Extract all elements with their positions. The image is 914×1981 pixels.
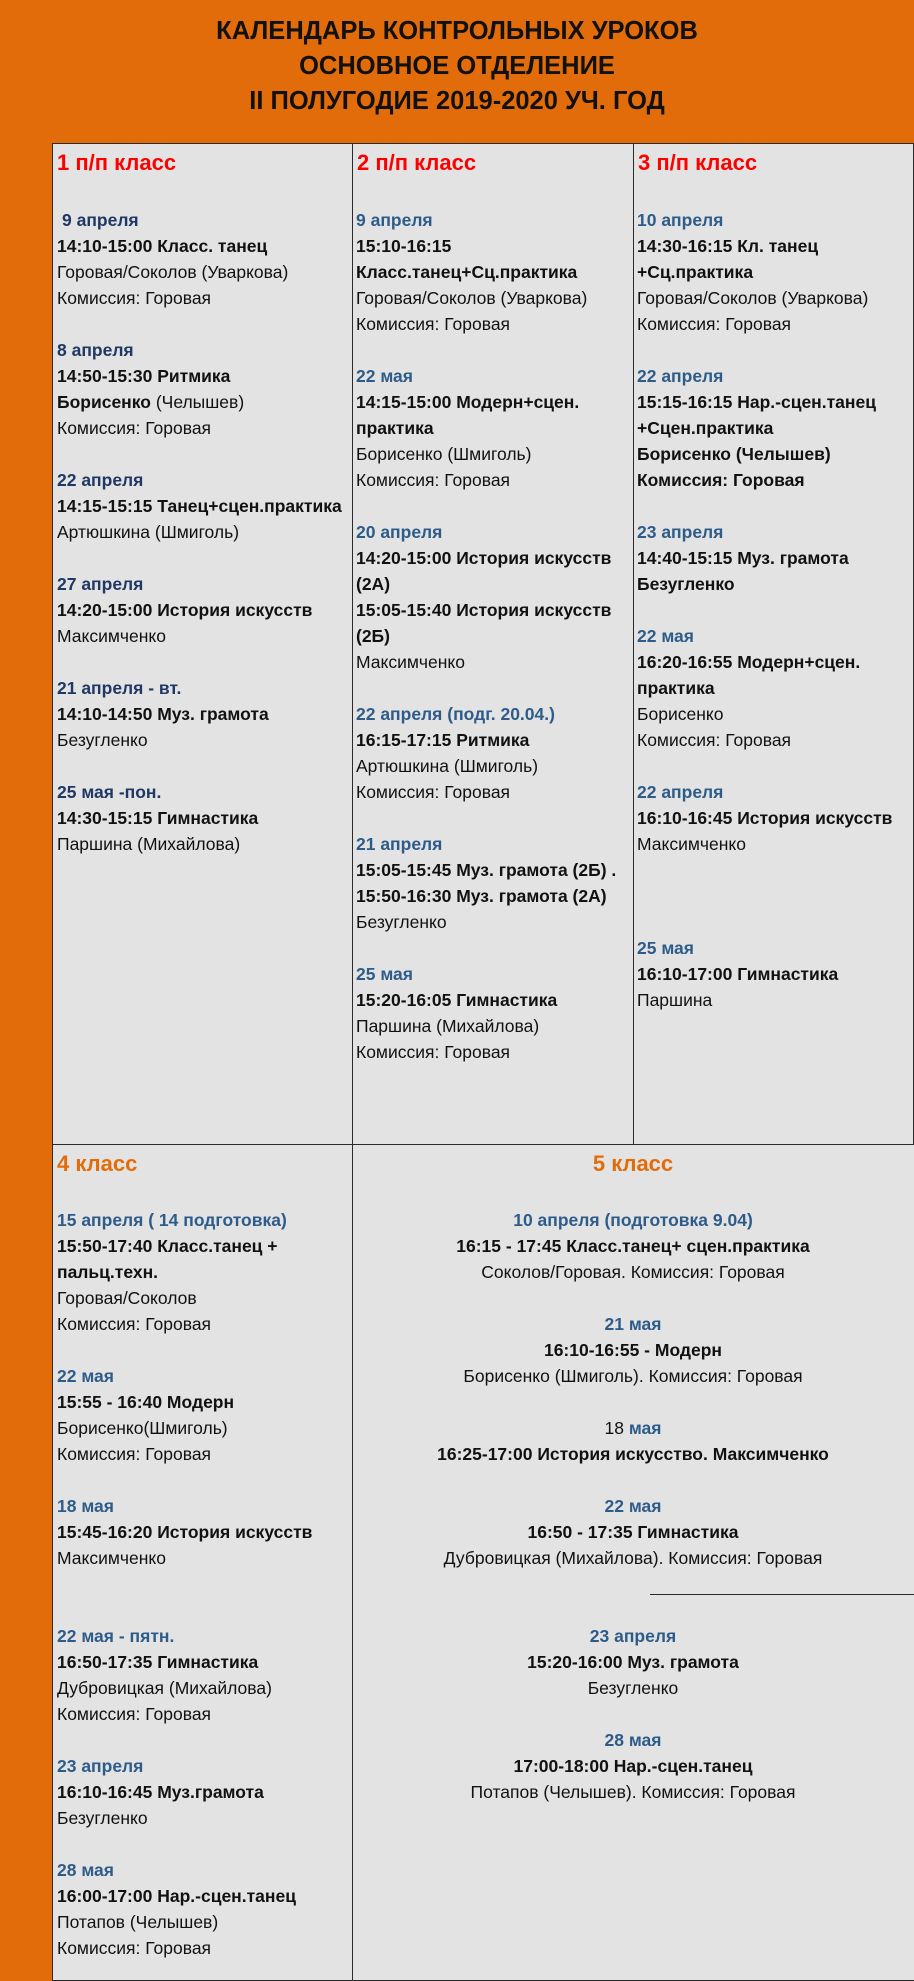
entry-time-subject: 15:45-16:20 История искусств bbox=[57, 1522, 313, 1542]
entry-date: 23 апреля bbox=[637, 522, 724, 542]
header-bar bbox=[0, 0, 914, 143]
entry-teacher: Максимченко bbox=[637, 834, 747, 854]
entry-time-subject: 17:00-18:00 Нар.-сцен.танец bbox=[513, 1756, 753, 1776]
entry-teacher: Борисенко bbox=[637, 704, 724, 724]
entry-time-subject: 16:50-17:35 Гимнастика bbox=[57, 1652, 259, 1672]
entry-teacher: Горовая/Соколов bbox=[57, 1288, 197, 1308]
entry-group: (2А) bbox=[356, 574, 391, 594]
list-item bbox=[57, 1207, 287, 1337]
entry-subject-cont: пальц.техн. bbox=[57, 1262, 159, 1282]
page-title bbox=[0, 14, 914, 119]
entry-date: 28 мая bbox=[604, 1730, 662, 1750]
entry-teacher: Паршина bbox=[637, 990, 713, 1010]
col-title-class-1: 1 п/п класс bbox=[57, 150, 177, 175]
list-item bbox=[637, 779, 892, 857]
entry-teacher bbox=[57, 389, 244, 415]
list-item bbox=[57, 467, 342, 545]
entry-date: 22 мая bbox=[57, 1366, 114, 1386]
entry-teacher: Безугленко bbox=[356, 912, 447, 932]
list-item bbox=[57, 1753, 264, 1831]
entry-commission: Комиссия: Горовая bbox=[57, 288, 212, 308]
entry-subject-cont: +Сц.практика bbox=[637, 262, 754, 282]
entry-commission: Комиссия: Горовая bbox=[57, 1704, 212, 1724]
list-item bbox=[57, 337, 244, 441]
entry-commission: Комиссия: Горовая bbox=[356, 782, 511, 802]
entry-teacher: Максимченко bbox=[57, 1548, 167, 1568]
entry-time-subject: 14:15-15:15 Танец+сцен.практика bbox=[57, 496, 342, 516]
list-item bbox=[57, 675, 269, 753]
list-item bbox=[356, 207, 587, 337]
entry-time-subject: 16:15 - 17:45 Класс.танец+ сцен.практика bbox=[456, 1236, 810, 1256]
entry-time-subject: 14:10-15:00 Класс. танец bbox=[57, 236, 268, 256]
entry-time: 15:10-16:15 bbox=[356, 236, 452, 256]
list-item bbox=[637, 363, 876, 493]
entry-date: 21 апреля - вт. bbox=[57, 678, 182, 698]
entry-commission: Комиссия: Горовая bbox=[637, 470, 805, 490]
entry-time-subject: 15:15-16:15 Нар.-сцен.танец bbox=[637, 392, 876, 412]
title-line-2: ОСНОВНОЕ ОТДЕЛЕНИЕ bbox=[299, 52, 615, 80]
entry-teacher: Артюшкина (Шмиголь) bbox=[356, 756, 539, 776]
class-5-separator bbox=[650, 1594, 914, 1595]
entry-date: 8 апреля bbox=[57, 340, 134, 360]
list-item bbox=[352, 1415, 914, 1467]
entry-date: 10 апреля (подготовка 9.04) bbox=[513, 1210, 753, 1230]
entry-teacher: Дубровицкая (Михайлова) bbox=[57, 1678, 272, 1698]
entry-time-subject: 14:30-16:15 Кл. танец bbox=[637, 236, 819, 256]
entry-commission: Комиссия: Горовая bbox=[57, 418, 212, 438]
entry-teacher: Горовая/Соколов (Уваркова) bbox=[356, 288, 588, 308]
entry-teacher: Максимченко bbox=[356, 652, 466, 672]
entry-date: 25 мая bbox=[356, 964, 413, 984]
entry-commission: Комиссия: Горовая bbox=[356, 314, 511, 334]
entry-teacher: Безугленко bbox=[637, 574, 735, 594]
entry-time-subject: 14:30-15:15 Гимнастика bbox=[57, 808, 259, 828]
entry-date: 10 апреля bbox=[637, 210, 724, 230]
list-item bbox=[352, 1207, 914, 1285]
entry-teacher: Горовая/Соколов (Уваркова) bbox=[57, 262, 289, 282]
title-line-3: II ПОЛУГОДИЕ 2019-2020 УЧ. ГОД bbox=[249, 87, 665, 115]
list-item bbox=[637, 519, 849, 597]
entry-teacher-commission: Потапов (Челышев). Комиссия: Горовая bbox=[470, 1782, 796, 1802]
entry-teacher-commission: Борисенко (Шмиголь). Комиссия: Горовая bbox=[463, 1366, 803, 1386]
list-item bbox=[637, 623, 860, 753]
entry-teacher: Борисенко (Шмиголь) bbox=[356, 444, 532, 464]
list-item bbox=[356, 701, 555, 805]
list-item bbox=[356, 831, 616, 935]
list-item bbox=[352, 1493, 914, 1571]
entry-commission: Комиссия: Горовая bbox=[637, 314, 792, 334]
entry-time-subject: 16:25-17:00 История искусство. Максимченко bbox=[437, 1444, 829, 1464]
entry-commission: Комиссия: Горовая bbox=[356, 1042, 511, 1062]
list-item bbox=[356, 363, 579, 493]
entry-time-subject: 16:20-16:55 Модерн+сцен. bbox=[637, 652, 861, 672]
entry-date: 22 апреля bbox=[637, 366, 724, 386]
entry-date: 9 апреля bbox=[62, 210, 139, 230]
entry-date: 22 апреля (подг. 20.04.) bbox=[356, 704, 555, 724]
entry-subject: Класс.танец+Сц.практика bbox=[356, 262, 578, 282]
list-item bbox=[57, 1363, 234, 1467]
entry-time-subject: 14:20-15:00 История искусств bbox=[57, 600, 313, 620]
entry-date-day: 18 bbox=[604, 1418, 624, 1438]
entry-commission: Комиссия: Горовая bbox=[637, 730, 792, 750]
entry-date: 22 мая bbox=[604, 1496, 662, 1516]
entry-date: 21 апреля bbox=[356, 834, 443, 854]
entry-time-subject: 15:50-17:40 Класс.танец + bbox=[57, 1236, 278, 1256]
entry-teacher-accomp: (Челышев) bbox=[150, 392, 245, 412]
entry-time-subject: 16:10-16:55 - Модерн bbox=[543, 1340, 723, 1360]
list-item bbox=[352, 1623, 914, 1701]
title-line-1: КАЛЕНДАРЬ КОНТРОЛЬНЫХ УРОКОВ bbox=[216, 17, 698, 45]
entry-time-subject: 16:10-17:00 Гимнастика bbox=[637, 964, 839, 984]
entry-time-subject: 14:40-15:15 Муз. грамота bbox=[637, 548, 849, 568]
entry-date: 25 мая -пон. bbox=[57, 782, 162, 802]
entry-subject-cont: практика bbox=[356, 418, 434, 438]
entry-date bbox=[352, 1415, 914, 1441]
entry-date: 9 апреля bbox=[356, 210, 433, 230]
entry-teacher-commission: Соколов/Горовая. Комиссия: Горовая bbox=[481, 1262, 785, 1282]
list-item bbox=[352, 1727, 914, 1805]
entry-date: 23 апреля bbox=[57, 1756, 144, 1776]
entry-time-subject: 15:05-15:45 Муз. грамота (2Б) . bbox=[356, 860, 617, 880]
entry-time-subject: 16:15-17:15 Ритмика bbox=[356, 730, 530, 750]
entry-date: 15 апреля ( 14 подготовка) bbox=[57, 1210, 287, 1230]
entry-time-subject: 14:15-15:00 Модерн+сцен. bbox=[356, 392, 580, 412]
entry-commission: Комиссия: Горовая bbox=[57, 1938, 212, 1958]
entry-commission: Комиссия: Горовая bbox=[57, 1444, 212, 1464]
entry-teacher: Паршина (Михайлова) bbox=[57, 834, 241, 854]
entry-date: 22 апреля bbox=[637, 782, 724, 802]
col-title-class-3: 3 п/п класс bbox=[638, 150, 758, 175]
entry-teacher: Безугленко bbox=[57, 730, 148, 750]
entry-time-subject: 14:10-14:50 Муз. грамота bbox=[57, 704, 269, 724]
entry-teacher: Потапов (Челышев) bbox=[57, 1912, 219, 1932]
entry-teacher: Артюшкина (Шмиголь) bbox=[57, 522, 240, 542]
list-item bbox=[57, 571, 312, 649]
entry-teacher: Безугленко bbox=[587, 1678, 679, 1698]
entry-subject-cont: +Сцен.практика bbox=[637, 418, 774, 438]
list-item bbox=[57, 207, 288, 311]
entry-time-subject: 15:20-16:05 Гимнастика bbox=[356, 990, 558, 1010]
list-item bbox=[57, 1623, 272, 1727]
entry-time-subject: 15:20-16:00 Муз. грамота bbox=[527, 1652, 739, 1672]
entry-time-subject: 14:50-15:30 Ритмика bbox=[57, 366, 231, 386]
entry-date: 22 мая - пятн. bbox=[57, 1626, 175, 1646]
list-item bbox=[637, 207, 868, 337]
entry-commission: Комиссия: Горовая bbox=[356, 470, 511, 490]
entry-date: 23 апреля bbox=[589, 1626, 677, 1646]
entry-date: 22 мая bbox=[637, 626, 694, 646]
entry-date: 22 апреля bbox=[57, 470, 144, 490]
entry-teacher-main: Борисенко bbox=[57, 392, 151, 412]
col-title-class-5: 5 класс bbox=[592, 1151, 674, 1176]
entry-time-subject: 15:55 - 16:40 Модерн bbox=[57, 1392, 235, 1412]
entry-time-subject: 14:20-15:00 История искусств bbox=[356, 548, 612, 568]
entry-time-subject: 16:50 - 17:35 Гимнастика bbox=[527, 1522, 739, 1542]
entry-time-subject: 16:00-17:00 Нар.-сцен.танец bbox=[57, 1886, 296, 1906]
entry-subject-cont: практика bbox=[637, 678, 715, 698]
entry-teacher-commission: Дубровицкая (Михайлова). Комиссия: Горовая bbox=[443, 1548, 823, 1568]
entry-group: (2Б) bbox=[356, 626, 390, 646]
entry-teacher: Горовая/Соколов (Уваркова) bbox=[637, 288, 869, 308]
entry-teacher: Борисенко (Челышев) bbox=[637, 444, 831, 464]
list-item bbox=[356, 961, 557, 1065]
entry-date: 22 мая bbox=[356, 366, 413, 386]
entry-date: 18 мая bbox=[57, 1496, 114, 1516]
entry-time-subject: 16:10-16:45 История искусств bbox=[637, 808, 893, 828]
entry-teacher: Безугленко bbox=[57, 1808, 148, 1828]
list-item bbox=[57, 779, 258, 857]
list-item bbox=[57, 1493, 312, 1571]
left-accent-overlap bbox=[0, 1594, 52, 1981]
entry-time-subject: 15:50-16:30 Муз. грамота (2А) bbox=[356, 886, 607, 906]
list-item bbox=[356, 519, 611, 675]
entry-commission: Комиссия: Горовая bbox=[57, 1314, 212, 1334]
entry-date: 25 мая bbox=[637, 938, 694, 958]
entry-date: 28 мая bbox=[57, 1860, 114, 1880]
entry-teacher: Паршина (Михайлова) bbox=[356, 1016, 540, 1036]
entry-date: 27 апреля bbox=[57, 574, 144, 594]
entry-teacher: Максимченко bbox=[57, 626, 167, 646]
entry-time-subject: 15:05-15:40 История искусств bbox=[356, 600, 612, 620]
list-item bbox=[352, 1311, 914, 1389]
entry-time-subject: 16:10-16:45 Муз.грамота bbox=[57, 1782, 264, 1802]
list-item bbox=[637, 935, 838, 1013]
entry-teacher: Борисенко(Шмиголь) bbox=[57, 1418, 228, 1438]
col-title-class-2: 2 п/п класс bbox=[357, 150, 477, 175]
col-title-class-4: 4 класс bbox=[57, 1151, 138, 1176]
entry-date: 20 апреля bbox=[356, 522, 443, 542]
list-item bbox=[57, 1857, 296, 1961]
entry-date-month: мая bbox=[623, 1418, 662, 1438]
entry-date: 21 мая bbox=[604, 1314, 662, 1334]
